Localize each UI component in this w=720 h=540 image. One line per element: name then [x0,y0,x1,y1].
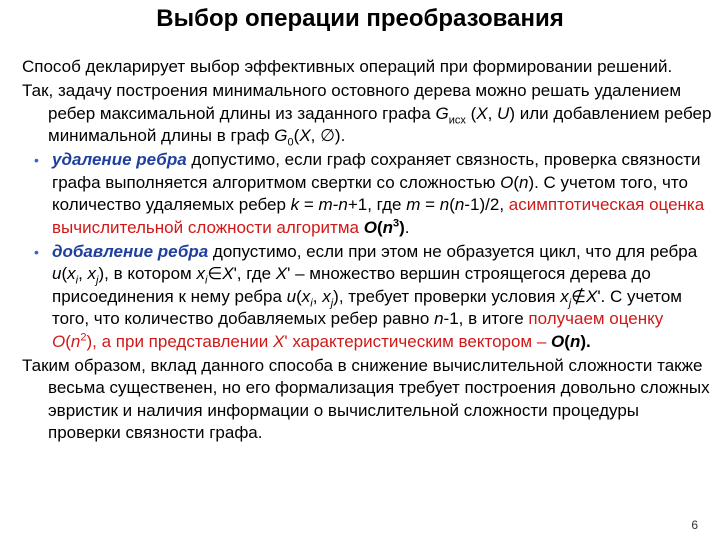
addition-big-paren-open: ( [564,331,570,351]
edge-removal-bullet [22,149,712,239]
addition-x-j-2-sub: j [330,296,334,309]
removal-text-3: ). С учетом того, что количество удаляемых ребер [52,172,688,214]
addition-o: O [52,331,66,351]
removal-text-6: +1, где [347,195,407,214]
addition-x-i-3-sub: i [310,296,313,309]
mst-text-c: , [487,103,498,123]
addition-n: n [434,309,444,328]
removal-k: k [290,195,300,214]
bullet-marker-2: • [34,243,39,260]
addition-not-element-of: ∉ [571,286,586,306]
addition-set-x-prime: X [222,264,234,283]
addition-text-12: '. С учетом того, что количество добавляемых ребер равно [52,286,682,328]
addition-end: . [586,331,591,351]
mst-text-b: ( [465,103,477,123]
removal-paren-close: ) [399,217,405,237]
addition-u-2: u [286,286,297,306]
removal-text-4: = [299,195,319,214]
addition-big-o: O [551,331,565,351]
removal-n-3: n [439,195,450,214]
removal-paren-open: ( [376,217,383,237]
removal-text-5: - [332,195,339,214]
conclusion-paragraph: Таким образом, вклад данного способа в снижение вычислительной сложности также весьма существенен, но его формализация требует построения довольно сложных эвристик и наличия информации о вычислительной сложности процедуры проверки связности графа. [22,355,710,442]
removal-text-1: допустимо, если граф сохраняет связность, проверка связности графа выполняется алгоритмом свертки со сложностью [52,150,701,192]
addition-exponent: 2 [80,330,87,343]
removal-m-2: m [406,195,421,214]
addition-x-i-3: x [301,286,311,306]
addition-x-i-2-sub: i [204,274,208,287]
graph-g-zero: G [274,126,288,145]
removal-n: n [518,172,529,192]
removal-big-n: n [382,217,393,237]
removal-exponent: 3 [393,216,400,229]
removal-o: O [500,172,514,192]
page-title: Выбор операции преобразования [156,5,564,32]
addition-set-x-prime-2: X [275,264,288,283]
addition-set-x-prime-4: X [273,331,285,351]
edge-removal-term: удаление ребра [52,150,187,169]
bullet-marker: • [34,152,39,168]
addition-text-2: ( [61,264,68,283]
mst-text-f: , ∅). [310,126,346,145]
addition-x-i: x [67,264,76,283]
addition-big-n: n [569,331,581,351]
mst-paragraph [22,80,712,148]
removal-n-4: n [454,195,465,214]
removal-complexity-highlight: асимптотическая оценка вычислительной сложности алгоритма [52,195,705,237]
removal-n-2: n [338,195,348,214]
addition-element-of: ∈ [207,264,223,283]
addition-n-2: n [70,331,81,351]
addition-text-7: ' – множество вершин строящегося дерева до присоединения к нему ребра [52,264,651,306]
addition-u: u [52,264,62,283]
edge-addition-term: добавление ребра [52,241,209,261]
addition-text-4: ), в котором [98,264,197,283]
mst-text-e: ( [293,126,300,145]
addition-text-14: ' характеристическим вектором – [284,331,552,351]
removal-text-7: = [420,195,440,214]
addition-x-j-2: x [322,286,331,306]
addition-x-j-3-sub: j [568,296,572,309]
mst-text-a: Так, задачу построения минимального остовного дерева можно решать удалением ребер максимальной длины из заданного графа [22,81,682,123]
addition-paren-open: ( [65,331,71,351]
graph-g-zero-subscript: 0 [287,136,294,149]
removal-text-9: -1)/2, [464,195,509,214]
page-number: 6 [691,518,698,532]
main-text [22,56,712,446]
vertex-set-x: X [476,103,488,123]
edge-addition-bullet [22,241,712,354]
addition-x-i-2: x [196,264,205,283]
vertex-set-x-2: X [299,126,311,145]
removal-text-2: ( [513,172,519,192]
addition-x-i-sub: i [75,274,79,287]
addition-set-x-prime-3: X [585,286,598,306]
addition-text-13: -1, в итоге [443,309,529,328]
addition-x-j-sub: j [96,274,99,287]
addition-estimate-highlight: получаем оценку [528,309,664,328]
removal-end: . [404,217,410,237]
addition-x-j: x [87,264,97,283]
graph-g-original: G [435,103,449,123]
addition-vector-highlight: ), а при представлении [86,331,273,351]
addition-text-9: , [312,286,323,306]
addition-text-8: ( [296,286,302,306]
addition-x-j-3: x [560,286,569,306]
addition-big-paren-close: ) [580,331,586,351]
removal-text-8: ( [449,195,455,214]
addition-text-10: ), требует проверки условия [333,286,561,306]
removal-m: m [318,195,333,214]
removal-big-o: O [363,217,377,237]
graph-g-original-subscript: исх [448,113,466,126]
addition-text-6: ', где [233,264,276,283]
mst-text-d: ) или добавлением ребер минимальной длины в граф [48,103,712,145]
addition-text-3: , [78,264,88,283]
intro-paragraph: Способ декларирует выбор эффективных операций при формировании решений. [22,57,673,76]
addition-text-1: допустимо, если при этом не образуется цикл, что для ребра [208,241,698,261]
edge-set-u: U [497,103,510,123]
